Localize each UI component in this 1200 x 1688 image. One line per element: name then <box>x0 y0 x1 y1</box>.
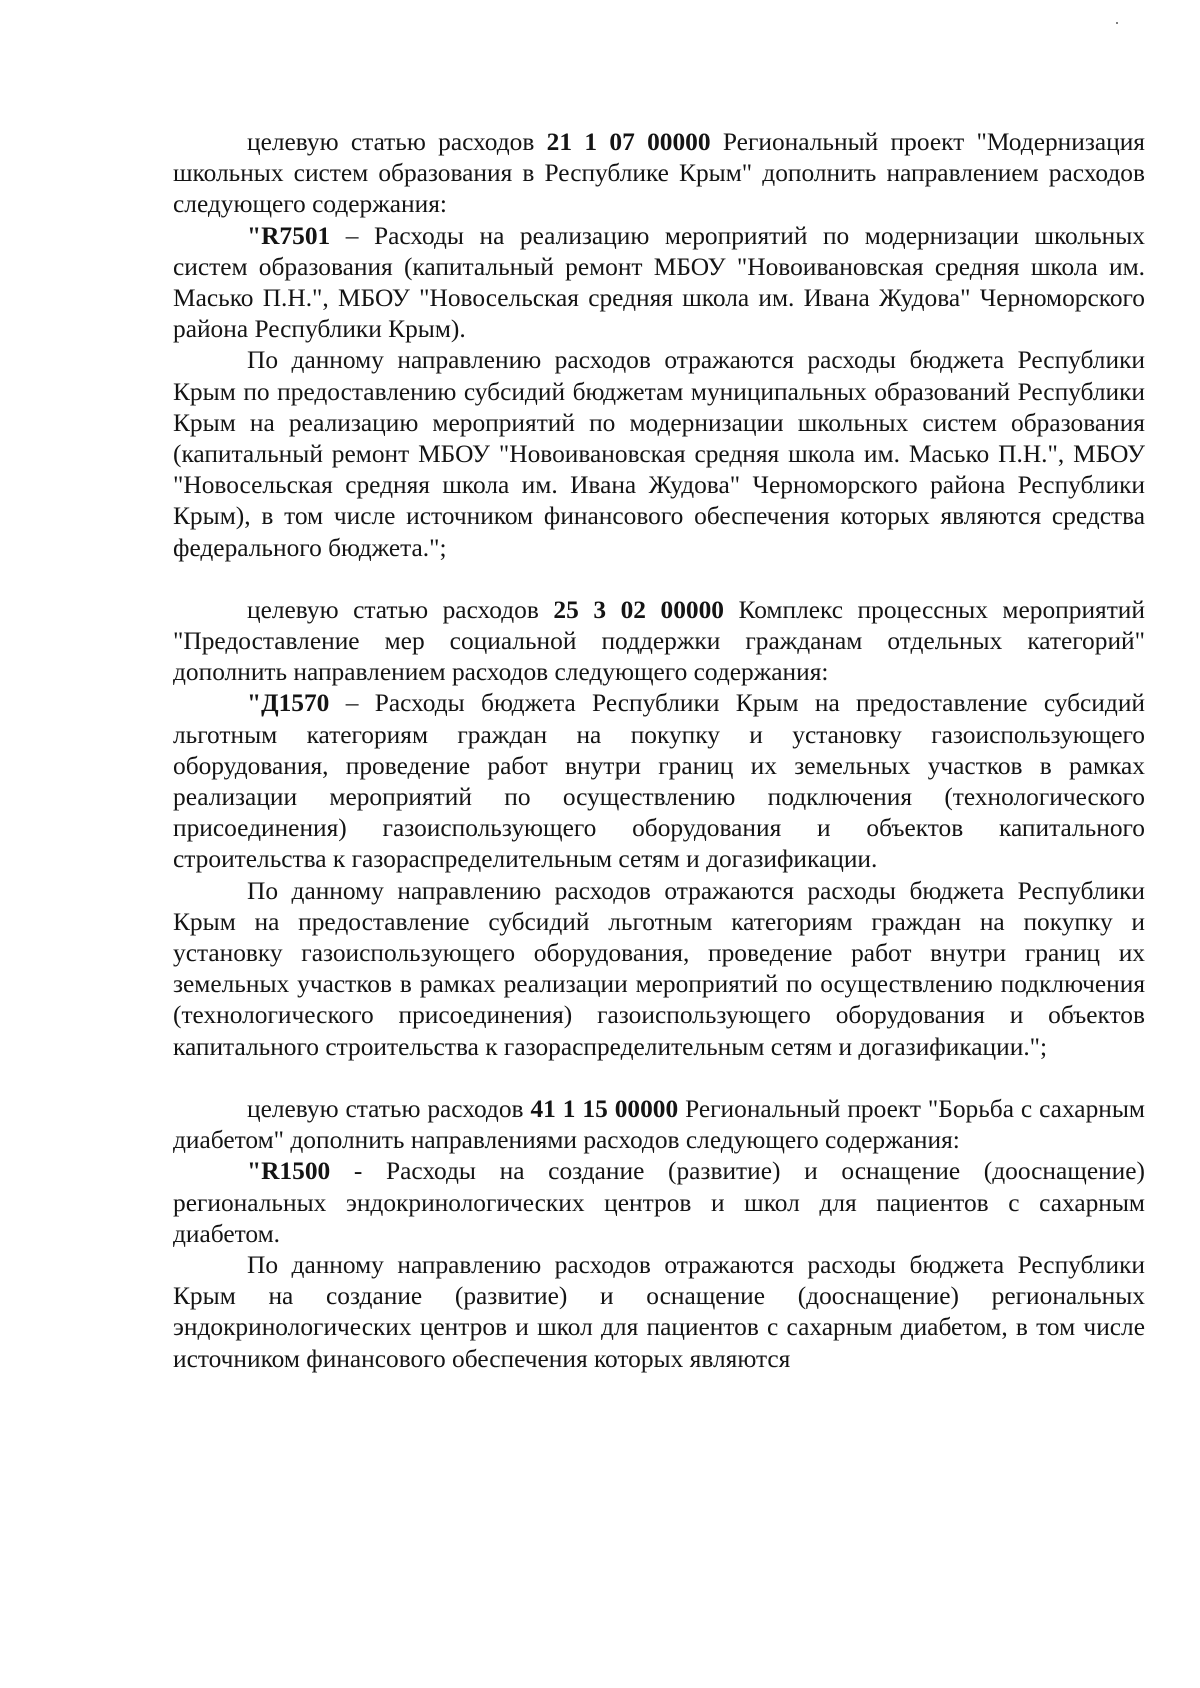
section-3-description: По данному направлению расходов отражаются расходы бюджета Республики Крым на создание (развитие) и оснащение (дооснащение) региональных эндокринологических центров и школ для пациентов с сахарным диабетом, в том числе источником финансового обеспечения которых являются <box>173 1250 1145 1373</box>
scan-speck <box>1116 22 1118 24</box>
section-2-intro: целевую статью расходов 25 3 02 00000 Комплекс процессных мероприятий "Предоставление мер социальной поддержки гражданам отдельных категорий" дополнить направлением расходов следующего содержания: <box>173 595 1145 687</box>
section-1-item: "R7501 – Расходы на реализацию мероприятий по модернизации школьных систем образования (капитальный ремонт МБОУ "Новоивановская средняя школа им. Масько П.Н.", МБОУ "Новосельская средняя школа им. Ивана Жудова" Черноморского района Республики Крым). <box>173 221 1145 344</box>
section-1-description: По данному направлению расходов отражаются расходы бюджета Республики Крым по предоставлению субсидий бюджетам муниципальных образований Республики Крым на реализацию мероприятий по модернизации школьных систем образования (капитальный ремонт МБОУ "Новоивановская средняя школа им. Масько П.Н.", МБОУ "Новосельская средняя школа им. Ивана Жудова" Черноморского района Республики Крым), в том числе источником финансового обеспечения которых являются средства федерального бюджета."; <box>173 346 1145 562</box>
document-body <box>173 127 1145 1375</box>
section-1-intro: целевую статью расходов 21 1 07 00000 Региональный проект "Модернизация школьных систем образования в Республике Крым" дополнить направлением расходов следующего содержания: <box>173 128 1145 219</box>
expense-direction-code: "Д1570 <box>247 689 330 718</box>
target-article-code: 21 1 07 00000 <box>546 128 711 156</box>
target-article-code: 25 3 02 00000 <box>553 595 724 624</box>
expense-direction-code: "R7501 <box>247 221 331 250</box>
expense-direction-code: "R1500 <box>247 1157 331 1186</box>
target-article-code: 41 1 15 00000 <box>530 1094 679 1123</box>
section-3-item: "R1500 - Расходы на создание (развитие) и оснащение (дооснащение) региональных эндокринологических центров и школ для пациентов с сахарным диабетом. <box>173 1157 1145 1248</box>
section-2-item: "Д1570 – Расходы бюджета Республики Крым на предоставление субсидий льготным категориям граждан на покупку и установку газоиспользующего оборудования, проведение работ внутри границ их земельных участков в рамках реализации мероприятий по осуществлению подключения (технологического присоединения) газоиспользующего оборудования и объектов капитального строительства к газораспределительным сетям и догазификации. <box>173 689 1145 874</box>
section-3-intro: целевую статью расходов 41 1 15 00000 Региональный проект "Борьба с сахарным диабетом" дополнить направлениями расходов следующего содержания: <box>173 1094 1145 1155</box>
section-2-description: По данному направлению расходов отражаются расходы бюджета Республики Крым на предоставление субсидий льготным категориям граждан на покупку и установку газоиспользующего оборудования, проведение работ внутри границ их земельных участков в рамках реализации мероприятий по осуществлению подключения (технологического присоединения) газоиспользующего оборудования и объектов капитального строительства к газораспределительным сетям и догазификации."; <box>173 876 1145 1061</box>
